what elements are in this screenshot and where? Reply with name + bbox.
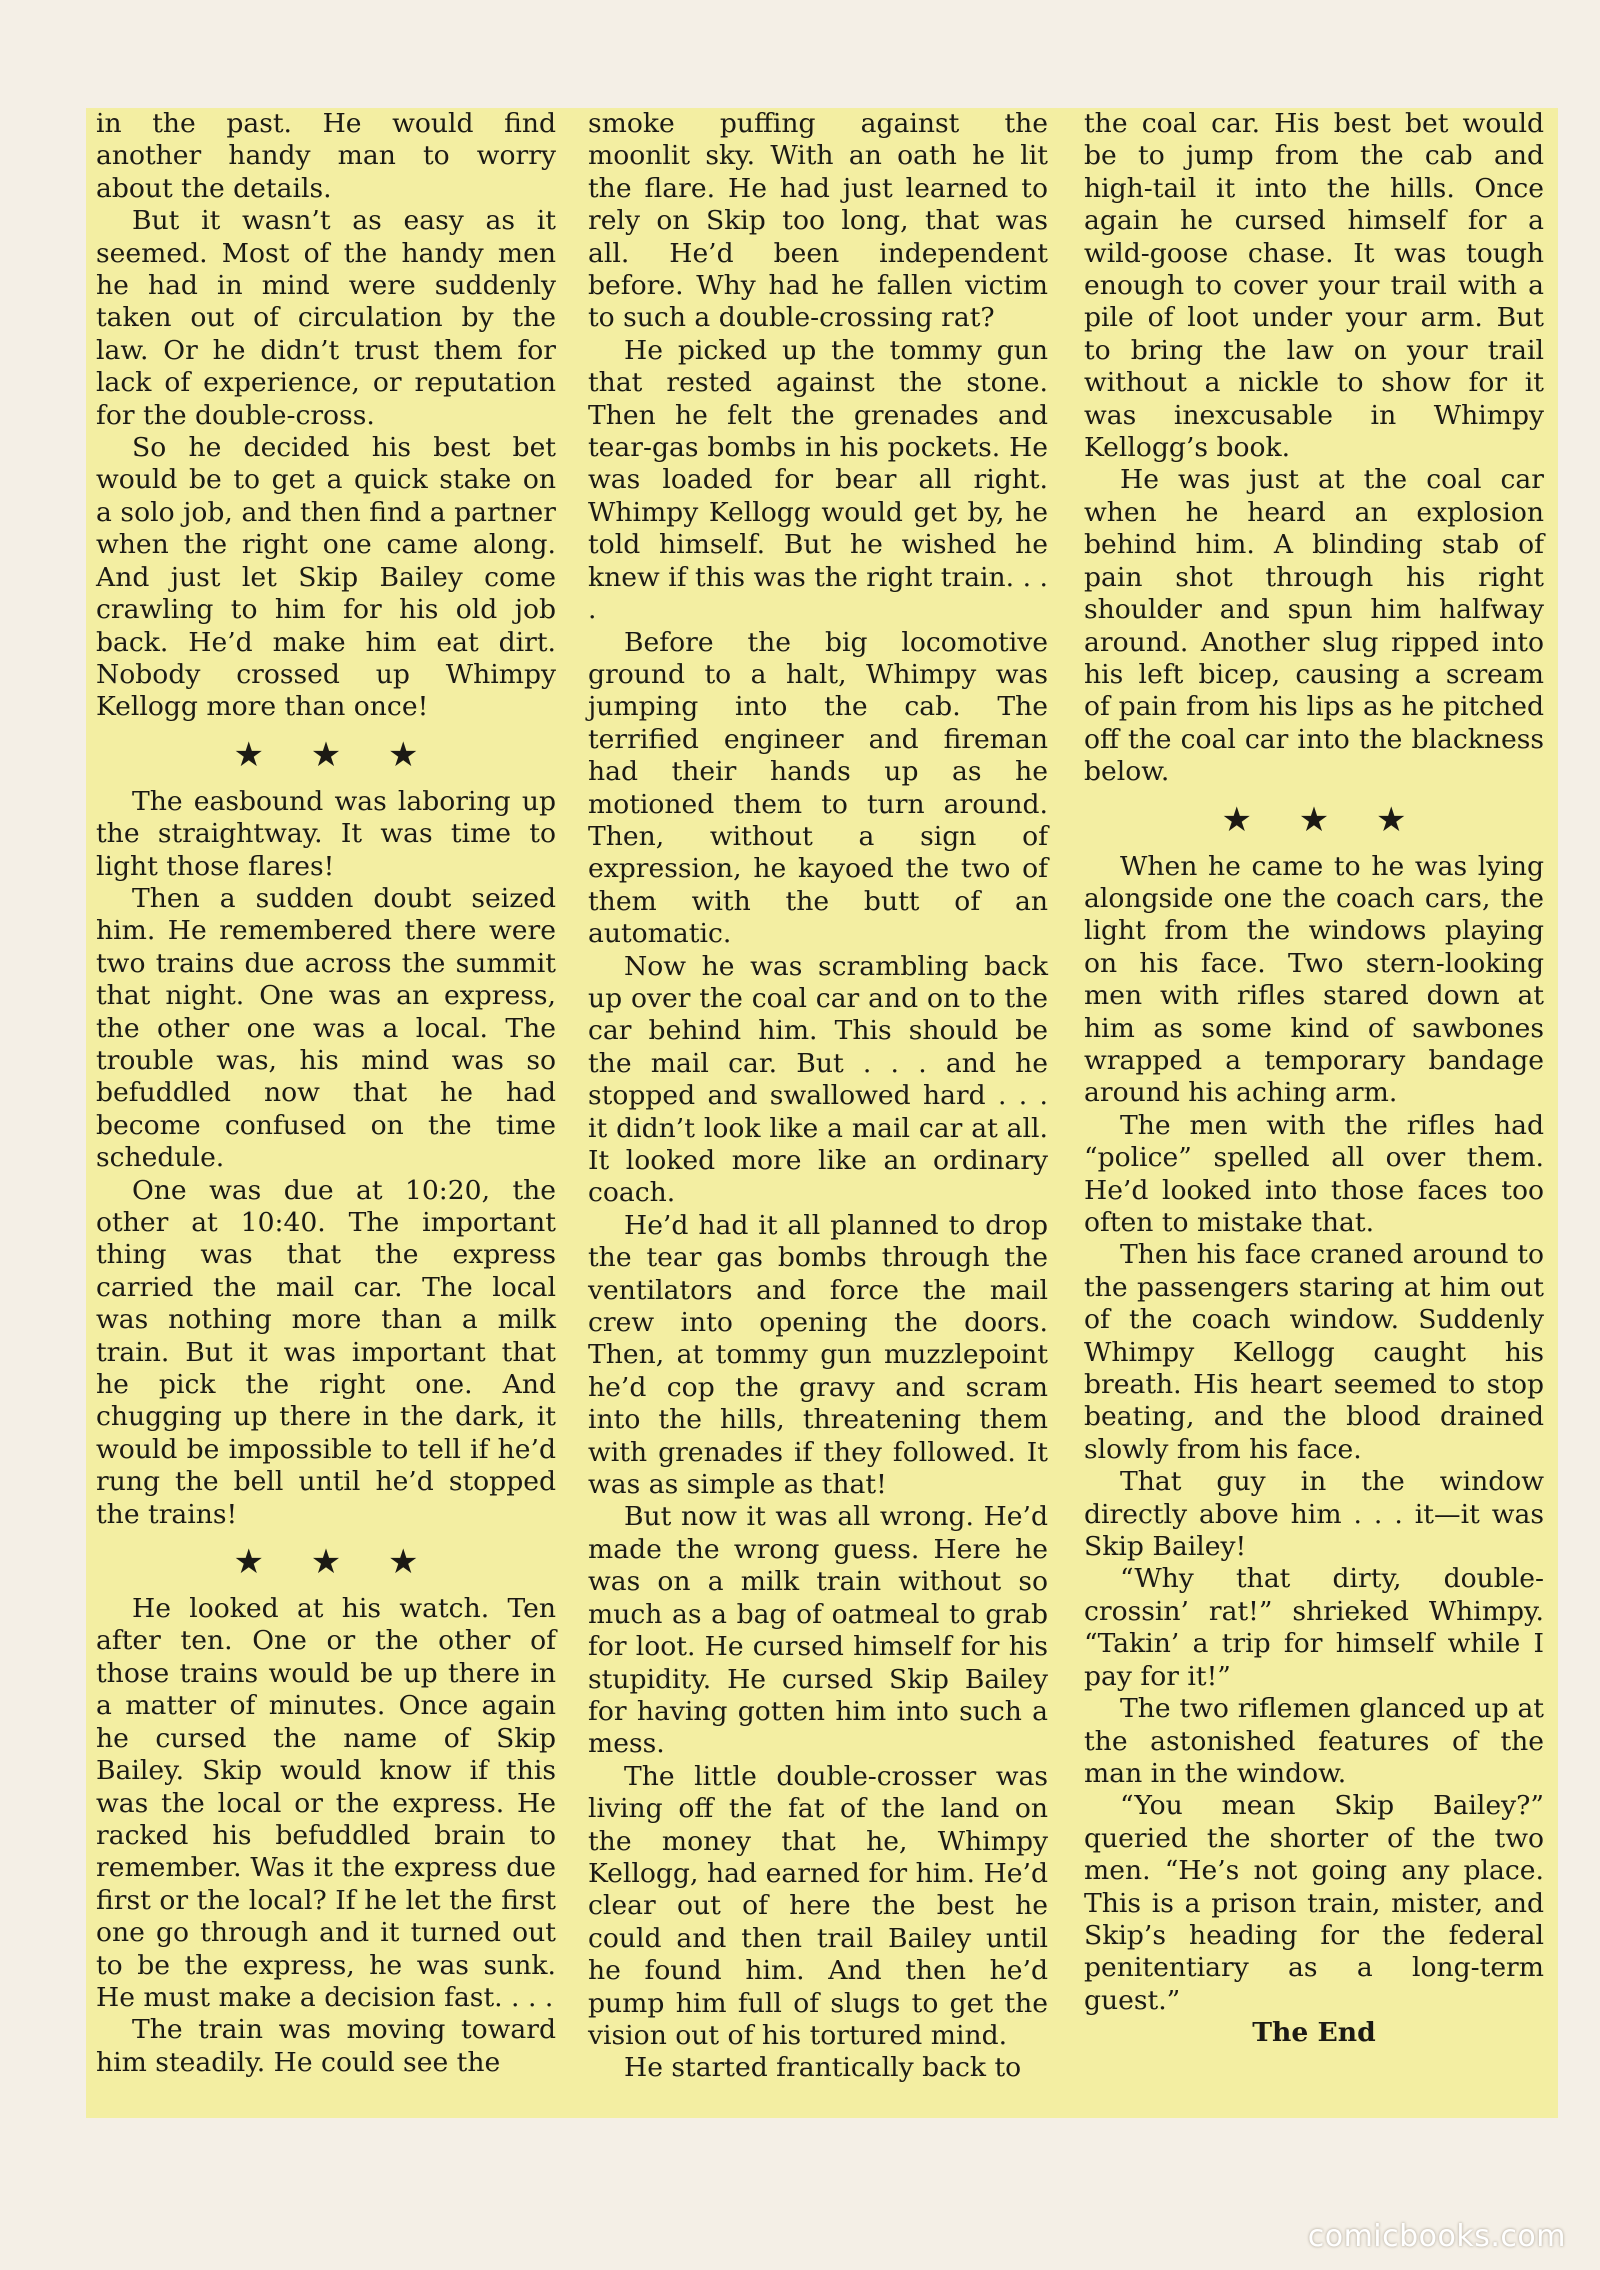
paragraph: The men with the rifles had “police” spelled all over them. He’d looked into those faces too often to mistake that. [1084, 1109, 1544, 1238]
paragraph: Then a sudden doubt seized him. He remembered there were two trains due across the summit that night. One was an express, the other one was a local. The trouble was, his mind was so befuddled now that he had become confused on the time schedule. [96, 882, 556, 1174]
paragraph: But now it was all wrong. He’d made the wrong guess. Here he was on a milk train without so much as a bag of oatmeal to grab for loot. He cursed himself for his stupidity. He cursed Skip Bailey for having gotten him into such a mess. [588, 1501, 1048, 1760]
paragraph: in the past. He would find another handy man to worry about the details. [96, 108, 556, 204]
paragraph: So he decided his best bet would be to get a quick stake on a solo job, and then find a partner when the right one came along. And just let Skip Bailey come crawling to him for his old job back. He’d make him eat dirt. Nobody crossed up Whimpy Kellogg more than once! [96, 432, 556, 723]
paragraph: The easbound was laboring up the straightway. It was time to light those flares! [96, 785, 556, 882]
paragraph: That guy in the window directly above him . . . it—it was Skip Bailey! [1084, 1466, 1544, 1563]
paragraph: “Why that dirty, double-crossin’ rat!” shrieked Whimpy. “Takin’ a trip for himself while I pay for it!” [1084, 1563, 1544, 1692]
paragraph: Then his face craned around to the passengers staring at him out of the coach window. Suddenly Whimpy Kellogg caught his breath. His heart seemed to stop beating, and the blood drained slowly from his face. [1084, 1239, 1544, 1465]
section-break-stars: ★ ★ ★ [1221, 799, 1425, 840]
text-column-1 [96, 108, 556, 2079]
site-watermark: comicbooks.com [1307, 2219, 1566, 2254]
paragraph: One was due at 10:20, the other at 10:40. The important thing was that the express carried the mail car. The local was nothing more than a milk train. But it was important that he pick the right one. And chugging up there in the dark, it would be impossible to tell if he’d rung the bell until he’d stopped the trains! [96, 1174, 556, 1530]
paragraph: the coal car. His best bet would be to jump from the cab and high-tail it into the hills. Once again he cursed himself for a wild-goose chase. It was tough enough to cover your trail with a pile of loot under your arm. But to bring the law on your trail without a nickle to show for it was inexcusable in Whimpy Kellogg’s book. [1084, 108, 1544, 464]
text-column-2 [588, 108, 1048, 2085]
section-break-stars: ★ ★ ★ [233, 1542, 437, 1583]
paragraph: Before the big locomotive ground to a halt, Whimpy was jumping into the cab. The terrified engineer and fireman had their hands up as he motioned them to turn around. Then, without a sign of expression, he kayoed the two of them with the butt of an automatic. [588, 626, 1048, 950]
paragraph: He started frantically back to [624, 2052, 1022, 2084]
text-column-3 [1084, 108, 1544, 2050]
paragraph: He picked up the tommy gun that rested against the stone. Then he felt the grenades and tear-gas bombs in his pockets. He was loaded for bear all right. Whimpy Kellogg would get by, he told himself. But he wished he knew if this was the right train. . . . [588, 334, 1048, 626]
paragraph: The little double-crosser was living off the fat of the land on the money that he, Whimpy Kellogg, had earned for him. He’d clear out of here the best he could and then trail Bailey until he found him. And then he’d pump him full of slugs to get the vision out of his tortured mind. [588, 1760, 1048, 2051]
paragraph: He looked at his watch. Ten after ten. One or the other of those trains would be up there in a matter of minutes. Once again he cursed the name of Skip Bailey. Skip would know if this was the local or the express. He racked his befuddled brain to remember. Was it the express due first or the local? If he let the first one go through and it turned out to be the express, he was sunk. He must make a decision fast. . . . [96, 1593, 556, 2013]
paragraph: “You mean Skip Bailey?” queried the shorter of the two men. “He’s not going any place. This is a prison train, mister, and Skip’s heading for the federal penitentiary as a long-term guest.” [1084, 1790, 1544, 2016]
the-end-label: The End [1252, 2017, 1376, 2049]
paragraph: But it wasn’t as easy as it seemed. Most of the handy men he had in mind were suddenly taken out of circulation by the law. Or he didn’t trust them for lack of experience, or reputation for the double-cross. [96, 205, 556, 431]
paragraph: smoke puffing against the moonlit sky. With an oath he lit the flare. He had just learned to rely on Skip too long, that was all. He’d been independent before. Why had he fallen victim to such a double-crossing rat? [588, 108, 1048, 334]
paragraph: The two riflemen glanced up at the astonished features of the man in the window. [1084, 1693, 1544, 1789]
paragraph: Now he was scrambling back up over the coal car and on to the car behind him. This should be the mail car. But . . . and he stopped and swallowed hard . . . it didn’t look like a mail car at all. It looked more like an ordinary coach. [588, 950, 1048, 1209]
paragraph: When he came to he was lying alongside one the coach cars, the light from the windows playing on his face. Two stern-looking men with rifles stared down at him as some kind of sawbones wrapped a temporary bandage around his aching arm. [1084, 850, 1544, 1109]
story-text-panel [86, 108, 1558, 2118]
paragraph: The train was moving toward him steadily. He could see the [96, 2014, 556, 2078]
paragraph: He’d had it all planned to drop the tear gas bombs through the ventilators and force the mail crew into opening the doors. Then, at tommy gun muzzlepoint he’d cop the gravy and scram into the hills, threatening them with grenades if they followed. It was as simple as that! [588, 1209, 1048, 1501]
section-break-stars: ★ ★ ★ [233, 734, 437, 775]
paragraph: He was just at the coal car when he heard an explosion behind him. A blinding stab of pain shot through his right shoulder and spun him halfway around. Another slug ripped into his left bicep, causing a scream of pain from his lips as he pitched off the coal car into the blackness below. [1084, 464, 1544, 788]
